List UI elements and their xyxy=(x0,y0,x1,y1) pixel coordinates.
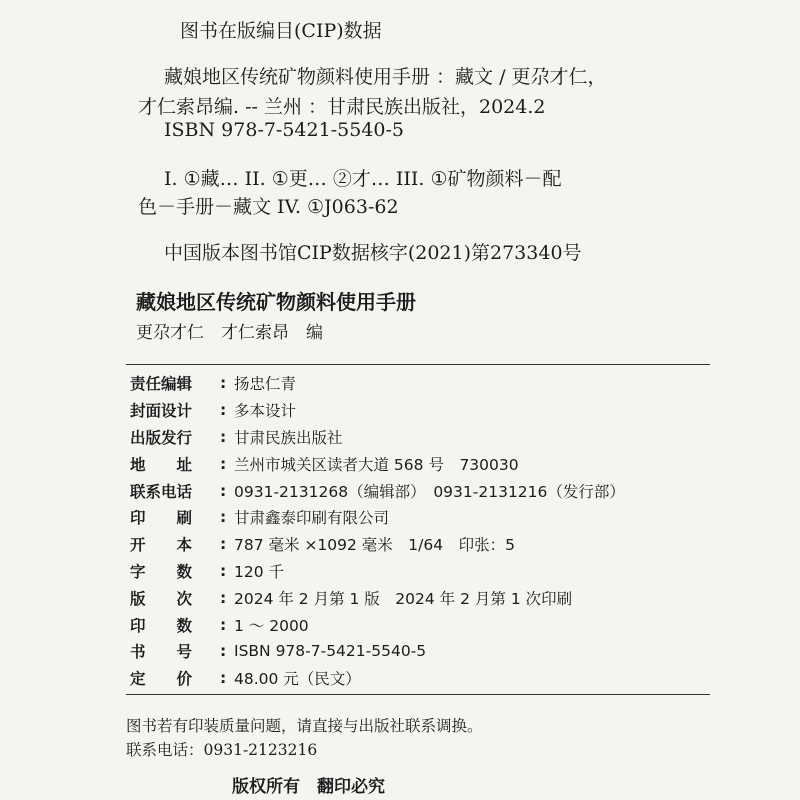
detail-label xyxy=(130,587,192,609)
detail-value: 甘肃鑫泰印刷有限公司 xyxy=(234,509,390,528)
copyright-notice: 版权所有 翻印必究 xyxy=(232,777,385,797)
detail-label-char: 数 xyxy=(176,616,192,635)
detail-row-isbn xyxy=(130,638,690,665)
detail-label-char: 书 xyxy=(130,643,146,662)
detail-label xyxy=(130,533,192,555)
detail-label: 出版发行 xyxy=(130,428,193,447)
detail-label-char: 数 xyxy=(176,562,192,581)
colon: : xyxy=(220,508,227,527)
colon: : xyxy=(220,427,227,446)
colon: : xyxy=(220,401,227,420)
detail-value: ISBN 978-7-5421-5540-5 xyxy=(234,642,427,661)
colon: : xyxy=(220,561,227,580)
detail-label xyxy=(130,560,192,582)
book-title: 藏娘地区传统矿物颜料使用手册 xyxy=(136,290,416,314)
colon: : xyxy=(220,669,227,688)
colon: : xyxy=(220,642,227,661)
colon: : xyxy=(220,454,227,473)
detail-value: 甘肃民族出版社 xyxy=(234,428,343,447)
colon: : xyxy=(220,481,227,500)
cip-check-number: 中国版本图书馆CIP数据核字(2021)第273340号 xyxy=(164,242,582,264)
detail-value: 0931-2131268（编辑部） 0931-2131216（发行部） xyxy=(234,482,625,501)
detail-value: 1 ～ 2000 xyxy=(234,616,309,635)
colon: : xyxy=(220,374,227,393)
cip-title: 图书在版编目(CIP)数据 xyxy=(180,20,382,42)
detail-label: 封面设计 xyxy=(130,402,193,421)
detail-label-char: 址 xyxy=(176,455,192,474)
detail-label-char: 开 xyxy=(130,536,146,555)
detail-label-char: 刷 xyxy=(176,509,192,528)
detail-label xyxy=(130,614,192,636)
detail-label xyxy=(130,453,192,475)
detail-label-char: 印 xyxy=(130,616,146,635)
detail-label xyxy=(130,640,192,662)
detail-value: 120 千 xyxy=(234,562,285,581)
detail-row-edition xyxy=(130,584,690,611)
colon: : xyxy=(220,615,227,634)
detail-row-word-count xyxy=(130,558,690,585)
cip-isbn: ISBN 978-7-5421-5540-5 xyxy=(164,119,404,141)
detail-label-char: 次 xyxy=(176,589,192,608)
detail-row-address xyxy=(130,450,690,477)
cip-description-line-2: 才仁索昂编. -- 兰州 ：甘肃民族出版社，2024.2 xyxy=(138,96,546,118)
detail-value: 787 毫米 ×1092 毫米 1/64 印张：5 xyxy=(234,536,515,555)
detail-value: 扬忠仁青 xyxy=(234,375,297,394)
detail-row-cover-design xyxy=(130,397,690,424)
detail-label: 联系电话 xyxy=(130,482,193,501)
detail-label: 责任编辑 xyxy=(130,375,193,394)
detail-label-char: 地 xyxy=(130,455,146,474)
detail-label-char: 价 xyxy=(176,670,192,689)
detail-row-printer xyxy=(130,504,690,531)
cip-classification-line-2: 色－手册－藏文 IV. ①J063-62 xyxy=(138,196,399,218)
detail-row-phone xyxy=(130,477,690,504)
detail-label-char: 字 xyxy=(130,562,146,581)
detail-value: 2024 年 2 月第 1 版 2024 年 2 月第 1 次印刷 xyxy=(234,589,573,608)
colon: : xyxy=(220,535,227,554)
publication-details xyxy=(130,370,690,692)
colon: : xyxy=(220,588,227,607)
detail-label xyxy=(130,667,192,689)
detail-value: 多本设计 xyxy=(234,402,297,421)
detail-label xyxy=(130,506,192,528)
detail-value: 48.00 元（民文） xyxy=(234,670,361,689)
divider-top xyxy=(126,364,710,365)
detail-row-format xyxy=(130,531,690,558)
detail-label-char: 本 xyxy=(176,536,192,555)
quality-notice: 图书若有印装质量问题，请直接与出版社联系调换。 xyxy=(126,717,483,735)
cip-classification-line-1: I. ①藏… II. ①更… ②才… III. ①矿物颜料－配 xyxy=(164,168,562,190)
divider-bottom xyxy=(126,694,710,695)
detail-label-char: 印 xyxy=(130,509,146,528)
book-authors: 更尕才仁 才仁索昂 编 xyxy=(136,323,323,343)
contact-phone: 联系电话：0931-2123216 xyxy=(126,741,318,759)
detail-label-char: 定 xyxy=(130,670,146,689)
cip-description-line-1: 藏娘地区传统矿物颜料使用手册 ：藏文 / 更尕才仁， xyxy=(164,66,607,88)
detail-row-print-run xyxy=(130,611,690,638)
detail-value: 兰州市城关区读者大道 568 号 730030 xyxy=(234,455,519,474)
detail-row-publisher xyxy=(130,424,690,451)
detail-label-char: 号 xyxy=(176,643,192,662)
detail-label-char: 版 xyxy=(130,589,146,608)
detail-row-editor xyxy=(130,370,690,397)
detail-row-price xyxy=(130,665,690,692)
